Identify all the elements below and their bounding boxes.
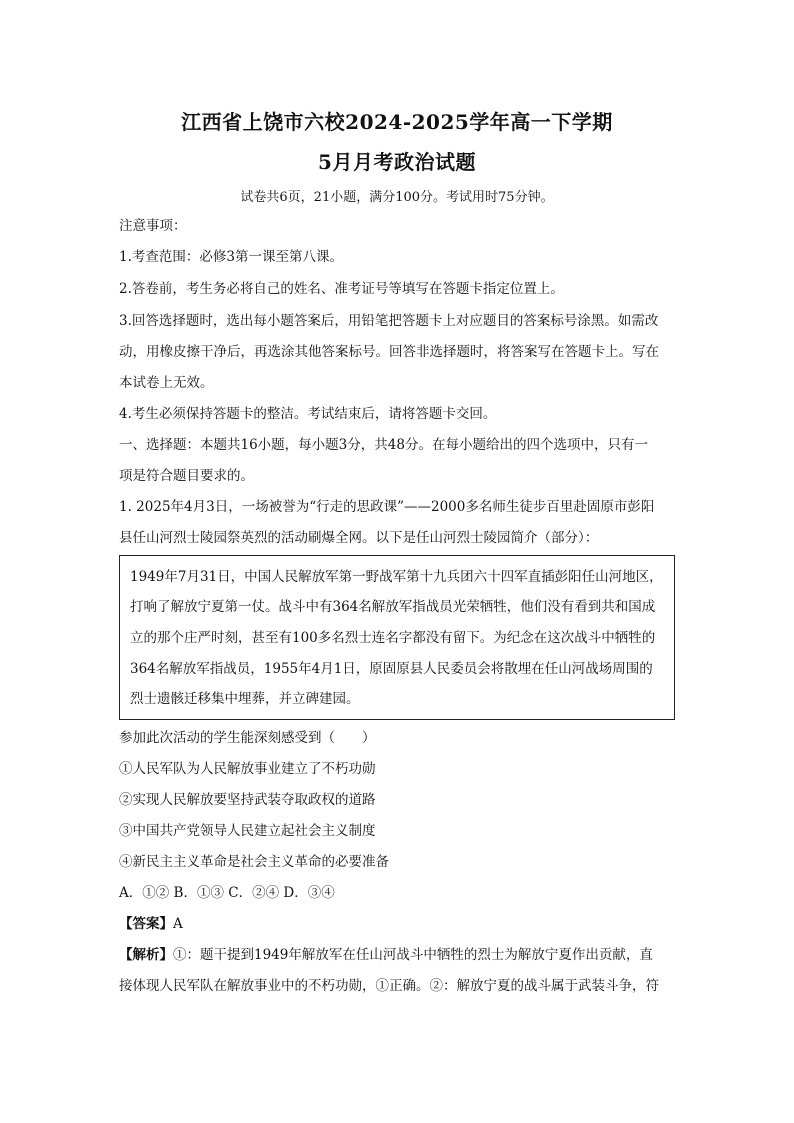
section-instruction: 项是符合题目要求的。: [119, 468, 254, 484]
statement-item: ④新民主主义革命是社会主义革命的必要准备: [119, 854, 389, 870]
question-prompt: 参加此次活动的学生能深刻感受到（ ）: [119, 730, 376, 746]
notes-line: 动，用橡皮擦干净后，再选涂其他答案标号。回答非选择题时，将答案写在答题卡上。写在: [119, 344, 659, 360]
statement-item: ③中国共产党领导人民建立起社会主义制度: [119, 823, 376, 839]
notes-line: 2.答卷前，考生务必将自己的姓名、准考证号等填写在答题卡指定位置上。: [119, 281, 564, 297]
analysis-text: ①：题干提到1949年解放军在任山河战斗中牺牲的烈士为解放宁夏作出贡献，直: [173, 947, 653, 963]
question-stem: 县任山河烈士陵园祭英烈的活动刷爆全网。以下是任山河烈士陵园简介（部分）：: [119, 530, 599, 546]
material-line: 打响了解放宁夏第一仗。战斗中有364名解放军指战员光荣牺牲，他们没有看到共和国成: [130, 599, 656, 615]
document-title-line1: 江西省上饶市六校2024-2025学年高一下学期: [181, 110, 613, 134]
question-stem: 1. 2025年4月3日，一场被誉为“行走的思政课”——2000多名师生徒步百里赴固原市彭阳: [119, 499, 655, 515]
material-box: [119, 555, 675, 720]
analysis-label: 【解析】: [119, 947, 173, 963]
material-line: 364名解放军指战员，1955年4月1日，原固原县人民委员会将散埋在任山河战场周围的: [130, 661, 653, 677]
document-title-line2: 5月月考政治试题: [318, 150, 476, 174]
analysis-text: 接体现人民军队在解放事业中的不朽功勋，①正确。②：解放宁夏的战斗属于武装斗争，符: [119, 978, 659, 994]
statement-item: ①人民军队为人民解放事业建立了不朽功勋: [119, 761, 376, 777]
notes-line: 3.回答选择题时，选出每小题答案后，用铅笔把答题卡上对应题目的答案标号涂黑。如需改: [119, 313, 659, 329]
section-instruction: 一、选择题：本题共16小题，每小题3分，共48分。在每小题给出的四个选项中，只有一: [119, 437, 648, 453]
statement-item: ②实现人民解放要坚持武装夺取政权的道路: [119, 792, 376, 808]
notes-heading: 注意事项：: [119, 218, 187, 234]
material-line: 烈士遗骸迁移集中埋葬，并立碑建园。: [130, 691, 360, 707]
answer-row: [119, 914, 679, 934]
exam-info: 试卷共6页，21小题，满分100分。考试用时75分钟。: [240, 190, 554, 205]
notes-line: 本试卷上无效。: [119, 375, 214, 391]
notes-line: 4.考生必须保持答题卡的整洁。考试结束后，请将答题卡交回。: [119, 406, 497, 422]
material-line: 1949年7月31日，中国人民解放军第一野战军第十九兵团六十四军直插彭阳任山河地区，: [130, 569, 663, 585]
notes-line: 1.考查范围：必修3第一课至第八课。: [119, 249, 343, 265]
material-line: 立的那个庄严时刻，甚至有100多名烈士连名字都没有留下。为纪念在这次战斗中牺牲的: [130, 630, 656, 646]
analysis-row: [119, 945, 679, 965]
answer-options: A．①② B．①③ C．②④ D．③④: [119, 885, 335, 901]
answer-label: 【答案】: [119, 916, 173, 932]
answer-value: A: [173, 916, 183, 932]
